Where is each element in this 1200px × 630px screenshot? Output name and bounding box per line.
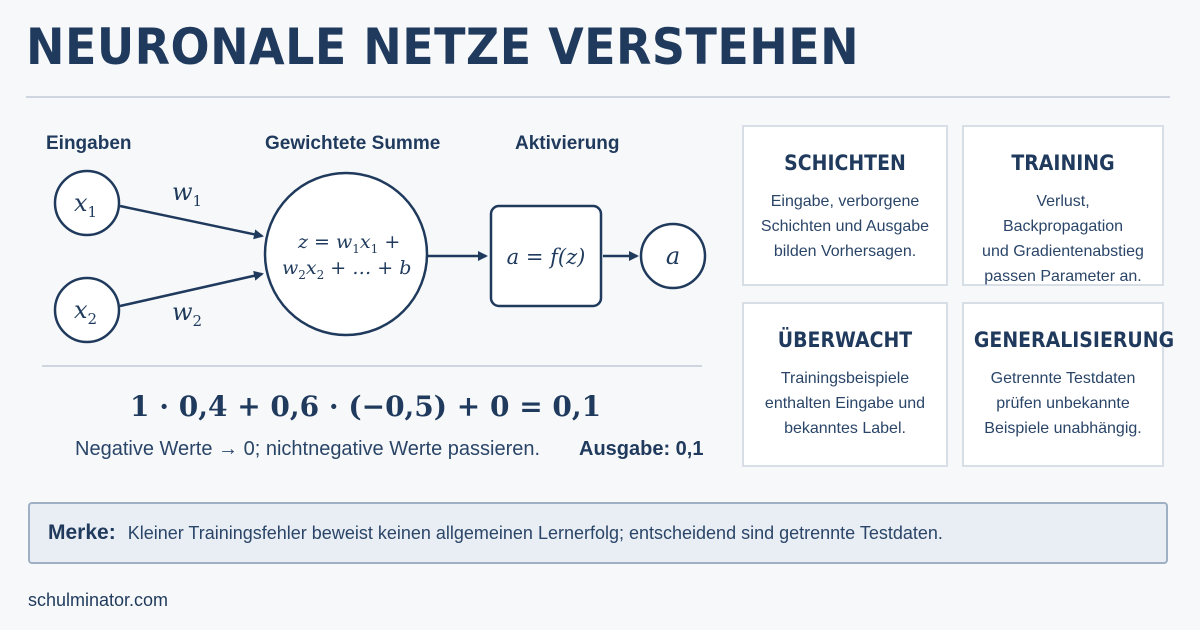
card-training	[962, 125, 1164, 286]
weight-label-2: $w_2$	[172, 298, 203, 330]
merke-text: Kleiner Trainingsfehler beweist keinen allgemeinen Lernerfolg; entscheidend sind getrennte Testdaten.	[127, 522, 943, 543]
weight-arrow-1	[120, 206, 262, 236]
card-title: SCHICHTEN	[784, 151, 906, 175]
card-text: Eingabe, verborgene Schichten und Ausgabe bilden Vorhersagen.	[760, 193, 930, 260]
merke-label: Merke:	[48, 521, 116, 544]
activation-formula: a = f(z)	[506, 245, 586, 269]
card-text: Getrennte Testdaten prüfen unbekannte Beispiele unabhängig.	[984, 370, 1142, 437]
card-title: TRAINING	[1011, 151, 1115, 175]
footer-site: schulminator.com	[28, 590, 169, 610]
card-ueberwacht	[742, 302, 948, 467]
input-node-2-label: $x_2$	[74, 296, 98, 328]
card-generalisierung	[962, 302, 1175, 467]
label-inputs: Eingaben	[46, 133, 132, 154]
example-note: Negative Werte → 0; nichtnegative Werte passieren.	[75, 438, 541, 460]
output-node-label: a	[665, 242, 681, 270]
page-title: NEURONALE NETZE VERSTEHEN	[26, 18, 860, 76]
card-text: Verlust, Backpropagation und Gradientenabstieg passen Parameter an.	[982, 193, 1144, 285]
sum-formula-line1: $z = w_1x_1$ +	[298, 231, 401, 256]
label-activation: Aktivierung	[515, 133, 620, 154]
sum-node	[265, 173, 427, 335]
example-output: Ausgabe: 0,1	[579, 438, 704, 460]
merke-box	[28, 502, 1168, 564]
sum-formula-line2: $w_2x_2$ + … + b	[282, 257, 412, 282]
example-divider	[42, 365, 702, 367]
weight-label-1: $w_1$	[172, 178, 203, 210]
card-title: GENERALISIERUNG	[973, 328, 1175, 352]
example-calculation: 1 · 0,4 + 0,6 · (−0,5) + 0 = 0,1	[130, 390, 602, 423]
card-title: ÜBERWACHT	[777, 328, 913, 352]
label-weighted-sum: Gewichtete Summe	[265, 133, 441, 154]
input-node-1-label: $x_1$	[74, 189, 98, 221]
card-schichten	[742, 125, 948, 286]
card-text: Trainingsbeispiele enthalten Eingabe und bekanntes Label.	[764, 370, 926, 437]
